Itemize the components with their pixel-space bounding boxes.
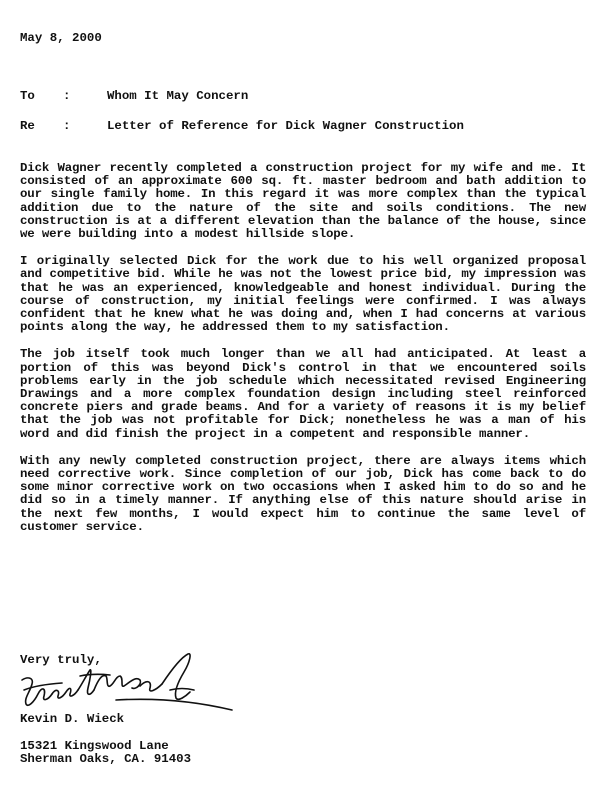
signer-name: Kevin D. Wieck [20,712,125,726]
letter-body [20,162,586,548]
to-recipient: Whom It May Concern [107,89,249,103]
signer-address [20,740,191,766]
paragraph-3: The job itself took much longer than we all had anticipated. At least a portion of this was beyond Dick's control in that we encountered soils problems early in the job schedule which necessitated revised Engineering Drawings and a more complex foundation design including steel reinforced concrete piers and grade beams. And for a variety of reasons it is my belief that the job was not profitable for Dick; nonetheless he was a man of his word and did finish the project in a competent and responsible manner. [20,347,586,441]
to-label: To [20,89,35,103]
letter-date: May 8, 2000 [20,31,102,45]
address-street: 15321 Kingswood Lane [20,739,169,753]
address-city: Sherman Oaks, CA. 91403 [20,752,192,767]
paragraph-4: With any newly completed construction project, there are always items which need corrective work. Since completion of our job, Dick has come back to do some minor corrective work on two occasions when I asked him to do so and he did so in a timely manner. If anything else of this nature should arise in the next few months, I would expect him to continue the same level of customer service. [20,453,586,534]
to-colon: : [63,89,71,103]
closing: Very truly, [20,653,102,667]
letter-page [20,0,586,797]
paragraph-2: I originally selected Dick for the work due to his well organized proposal and competitive bid. While he was not the lowest price bid, my impression was that he was an experienced, knowledgeable and honest individual. During the course of construction, my initial feelings were confirmed. I was always confident that he knew what he was doing and, when I had concerns at various points along the way, he addressed them to my satisfaction. [20,254,586,335]
re-label: Re [20,119,35,133]
re-colon: : [63,119,71,133]
re-subject: Letter of Reference for Dick Wagner Construction [107,119,464,133]
paragraph-1: Dick Wagner recently completed a construction project for my wife and me. It consisted of an approximate 600 sq. ft. master bedroom and bath addition to our single family home. In this regard it was more complex than the typical addition due to the nature of the site and soils conditions. The new construction is at a different elevation than the balance of the house, since we were building into a modest hillside slope. [20,161,586,242]
